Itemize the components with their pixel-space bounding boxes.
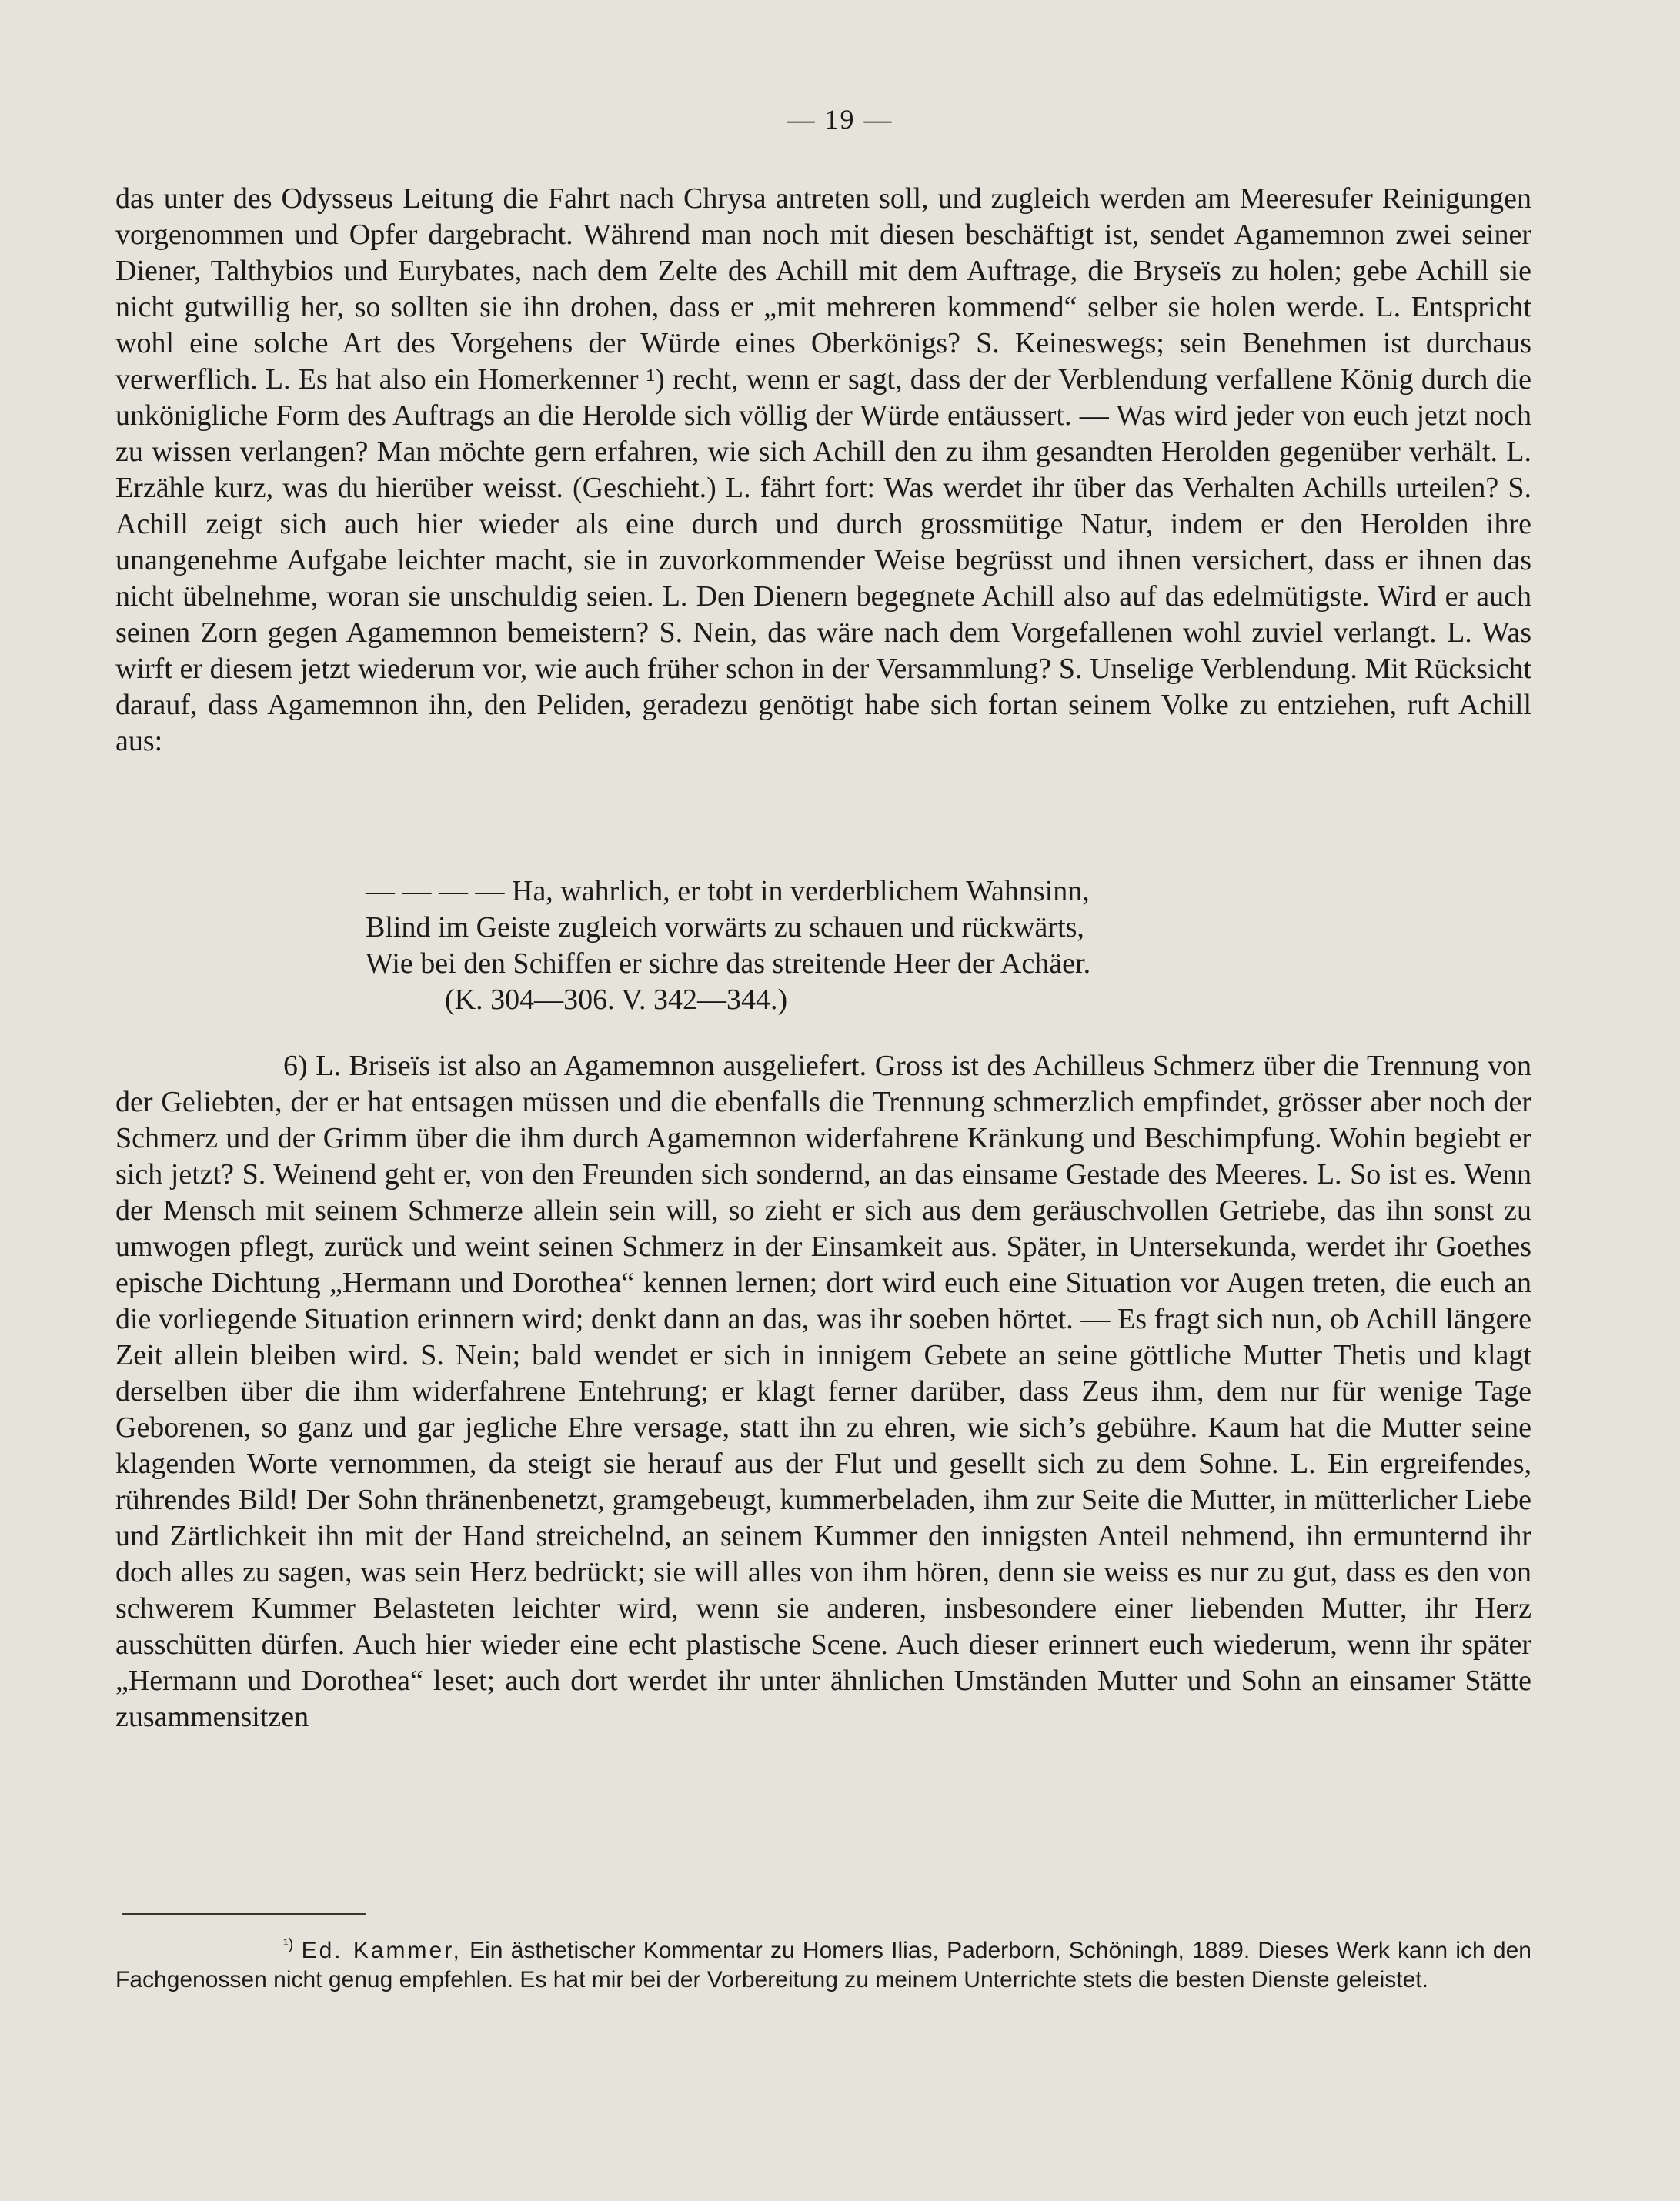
paragraph-1-text: das unter des Odysseus Leitung die Fahrt nach Chrysa antreten soll, und zugleich werden am Meeresufer Reinigungen vorgenommen und Opfer dargebracht. Während man noch mit diesen beschäftigt ist, sendet Agamemnon zwei seiner Diener, Talthybios und Eurybates, nach dem Zelte des Achill mit dem Auftrage, die Bryseïs zu holen; gebe Achill sie nicht gutwillig her, so sollten sie ihn drohen, dass er „mit mehreren kommend“ selber sie holen werde. L. Entspricht wohl eine solche Art des Vorgehens der Würde eines Oberkönigs? S. Keineswegs; sein Benehmen ist durchaus verwerflich. L. Es hat also ein Homerkenner ¹) recht, wenn er sagt, dass der der Verblendung verfallene König durch die unkönigliche Form des Auftrags an die Herolde sich völlig der Würde entäussert. — Was wird jeder von euch jetzt noch zu wissen verlangen? Man möchte gern erfahren, wie sich Achill den zu ihm gesandten Herolden gegenüber verhält. L. Erzähle kurz, was du hierüber weisst. (Geschieht.) L. fährt fort: Was werdet ihr über das Verhalten Achills urteilen? S. Achill zeigt sich auch hier wieder als eine durch und durch grossmütige Natur, indem er den Herolden ihre unangenehme Aufgabe leichter macht, sie in zuvorkommender Weise begrüsst und ihnen versichert, dass er ihnen das nicht übelnehme, woran sie unschuldig seien. L. Den Dienern begegnete Achill also auf das edelmütigste. Wird er auch seinen Zorn gegen Agamemnon bemeistern? S. Nein, das wäre nach dem Vorgefallenen wohl zuviel verlangt. L. Was wirft er diesem jetzt wiederum vor, wie auch früher schon in der Versammlung? S. Unselige Verblendung. Mit Rücksicht darauf, dass Agamemnon ihn, den Peliden, geradezu genötigt habe sich fortan seinem Volke zu entziehen, ruft Achill aus: — [115, 182, 1531, 757]
verse-line-3: Wie bei den Schiffen er sichre das streitende Heer der Achäer. — [366, 947, 1091, 980]
footnote-marker: ¹) — [283, 1936, 294, 1953]
paragraph-2-text: 6) L. Briseïs ist also an Agamemnon ausgeliefert. Gross ist des Achilleus Schmerz über die Trennung von der Geliebten, der er hat entsagen müssen und die ebenfalls die Trennung schmerzlich empfindet, grösser aber noch der Schmerz und der Grimm über die ihm durch Agamemnon widerfahrene Kränkung und Beschimpfung. Wohin begiebt er sich jetzt? S. Weinend geht er, von den Freunden sich sondernd, an das einsame Gestade des Meeres. L. So ist es. Wenn der Mensch mit seinem Schmerze allein sein will, so zieht er sich aus dem geräuschvollen Getriebe, das ihn sonst zu umwogen pflegt, zurück und weint seinen Schmerz in der Einsamkeit aus. Später, in Untersekunda, werdet ihr Goethes epische Dichtung „Hermann und Dorothea“ kennen lernen; dort wird euch eine Situation vor Augen treten, die euch an die vorliegende Situation erinnern wird; denkt dann an das, was ihr soeben hörtet. — Es fragt sich nun, ob Achill längere Zeit allein bleiben wird. S. Nein; bald wendet er sich in innigem Gebete an seine göttliche Mutter Thetis und klagt derselben über die ihm widerfahrene Entehrung; er klagt ferner darüber, dass Zeus ihm, dem nur für wenige Tage Geborenen, so ganz und gar jegliche Ehre versage, statt ihn zu ehren, wie sich’s gebühre. Kaum hat die Mutter seine klagenden Worte vernommen, da steigt sie herauf aus der Flut und gesellt sich zu dem Sohne. L. Ein ergreifendes, rührendes Bild! Der Sohn thränenbenetzt, gramgebeugt, kummerbeladen, ihm zur Seite die Mutter, in mütterlicher Liebe und Zärtlichkeit ihn mit der Hand streichelnd, an seinem Kummer den innigsten Anteil nehmend, ihn ermunternd ihr doch alles zu sagen, was sein Herz bedrückt; sie will alles von ihm hören, denn sie weiss es nur zu gut, dass es den von schwerem Kummer Belasteten leichter wird, wenn sie anderen, insbesondere einer liebenden Mutter, ihr Herz ausschütten dürfen. Auch hier wieder eine echt plastische Scene. Auch dieser erinnert euch wiederum, wenn ihr später „Hermann und Dorothea“ leset; auch dort werdet ihr unter ähnlichen Umständen Mutter und Sohn an einsamer Stätte zusammensitzen — [115, 1050, 1531, 1733]
paragraph-2 — [115, 1048, 1531, 1735]
verse-line-2: Blind im Geiste zugleich vorwärts zu schauen und rückwärts, — [366, 911, 1084, 944]
verse-line-1: — — — — Ha, wahrlich, er tobt in verderblichem Wahnsinn, — [366, 875, 1090, 907]
paragraph-1 — [115, 181, 1531, 760]
footnote — [115, 1930, 1531, 1995]
page-number: — 19 — — [787, 104, 893, 135]
footnote-author: Ed. Kammer, — [301, 1938, 462, 1963]
verse-citation: (K. 304—306. V. 342—344.) — [445, 984, 788, 1016]
verse-quote — [366, 873, 1520, 1018]
footnote-divider — [122, 1913, 366, 1915]
footnote-text: Ein ästhetischer Kommentar zu Homers Ilias, Paderborn, Schöningh, 1889. Dieses Werk kann ich den Fachgenossen nicht genug empfehlen. Es hat mir bei der Vorbereitung zu meinem Unterrichte stets die besten Dienste geleistet. — [115, 1938, 1531, 1992]
